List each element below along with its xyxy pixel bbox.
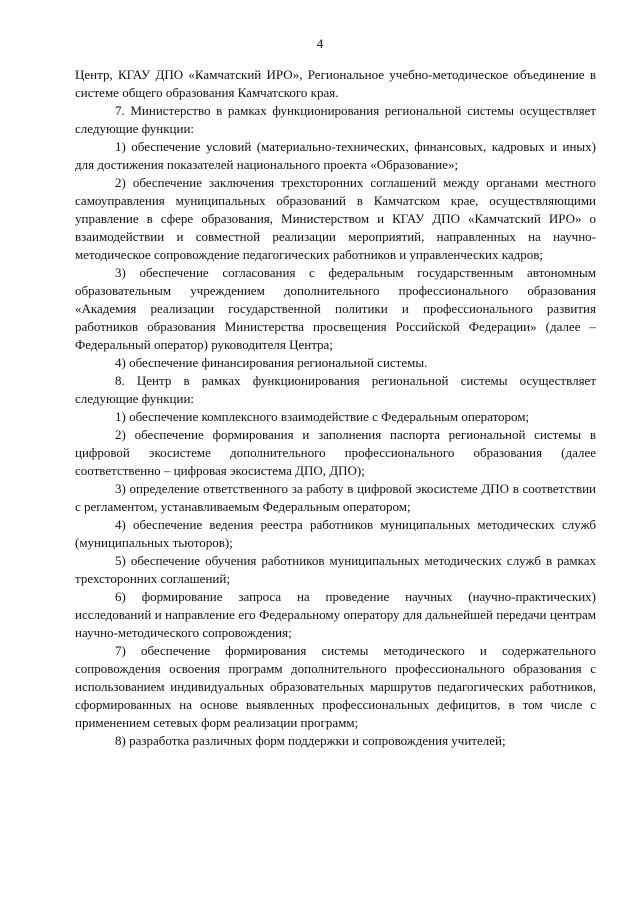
paragraph-7-1: 1) обеспечение условий (материально-технических, финансовых, кадровых и иных) для достижения показателей национального проекта «Образование»; [75,139,596,172]
paragraph-8-8: 8) разработка различных форм поддержки и сопровождения учителей; [115,733,506,748]
paragraph-continuation: Центр, КГАУ ДПО «Камчатский ИРО», Региональное учебно-методическое объединение в системе общего образования Камчатского края. [75,67,596,100]
paragraph-8-7: 7) обеспечение формирования системы методического и содержательного сопровождения освоения программ дополнительного профессионального образования с использованием индивидуальных образовательных маршрутов педагогических работников, сформированных на основе выявленных профессиональных дефицитов, в том числе с применением сетевых форм реализации программ; [75,643,596,730]
paragraph-7-2: 2) обеспечение заключения трехсторонних соглашений между органами местного самоуправления муниципальных образований в Камчатском крае, осуществляющими управление в сфере образования, Министерством и КГАУ ДПО «Камчатский ИРО» о взаимодействии и совместной реализации мероприятий, направленных на научно-методическое сопровождение педагогических работников и управленческих кадров; [75,175,596,262]
document-body [75,66,596,750]
paragraph-item-8: 8. Центр в рамках функционирования региональной системы осуществляет следующие функции: [75,373,596,406]
paragraph-8-6: 6) формирование запроса на проведение научных (научно-практических) исследований и направление его Федеральному оператору для дальнейшей передачи центрам научно-методического сопровождения; [75,589,596,640]
paragraph-8-4: 4) обеспечение ведения реестра работников муниципальных методических служб (муниципальных тьюторов); [75,517,596,550]
paragraph-8-2: 2) обеспечение формирования и заполнения паспорта региональной системы в цифровой экосистеме дополнительного профессионального образования (далее соответственно – цифровая экосистема ДПО, ДПО); [75,427,596,478]
paragraph-8-3: 3) определение ответственного за работу в цифровой экосистеме ДПО в соответствии с регламентом, устанавливаемым Федеральным оператором; [75,481,596,514]
paragraph-8-5: 5) обеспечение обучения работников муниципальных методических служб в рамках трехсторонних соглашений; [75,553,596,586]
page-number: 4 [316,36,324,51]
paragraph-8-1: 1) обеспечение комплексного взаимодействие с Федеральным оператором; [115,409,530,424]
paragraph-item-7: 7. Министерство в рамках функционирования региональной системы осуществляет следующие функции: [75,103,596,136]
paragraph-7-4: 4) обеспечение финансирования региональной системы. [115,355,428,370]
paragraph-7-3: 3) обеспечение согласования с федеральным государственным автономным образовательным учреждением дополнительного профессионального образования «Академия реализации государственной политики и профессионального развития работников образования Министерства просвещения Российской Федерации» (далее – Федеральный оператор) руководителя Центра; [75,265,596,352]
